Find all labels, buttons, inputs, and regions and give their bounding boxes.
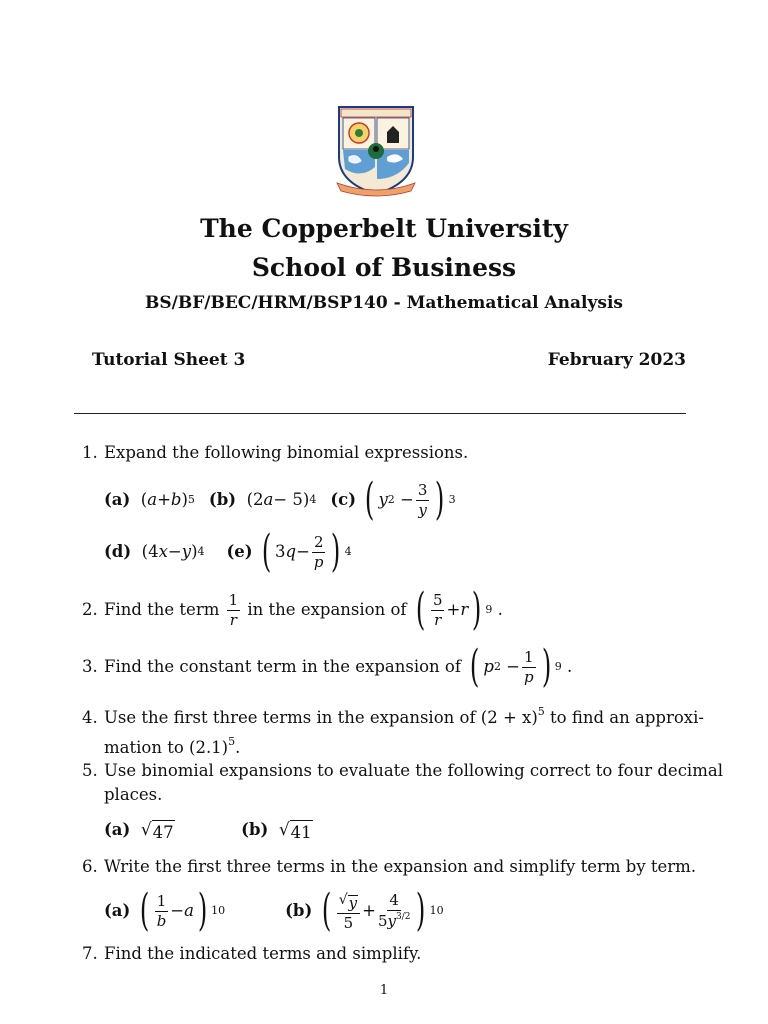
question-text: Find the indicated terms and simplify.: [104, 944, 422, 963]
question-4: [82, 700, 704, 760]
part-label-a: (a): [104, 901, 131, 920]
question-7: [82, 942, 421, 966]
university-name: The Copperbelt University: [200, 214, 568, 243]
q1-parts-row-1: (a) ( a + b ) 5 (b) (2 a − 5) 4 (c) ( y 2 − $\frac{3}{y}$ ) 3: [104, 474, 456, 525]
question-text: mation to (2.1): [104, 738, 229, 757]
question-text: Use the first three terms in the expansion of (2 + x): [104, 708, 538, 727]
q6-parts: (a) ( $\frac{1}{b}$ − a ) 10 (b) ( √ y 5 + $\frac{4}{5y^{3/2}}$ ) 10: [104, 885, 444, 936]
question-number: 2.: [82, 600, 98, 619]
question-number: 3.: [82, 657, 98, 676]
part-label-b: (b): [285, 901, 313, 920]
question-6: [82, 855, 696, 879]
question-1: [82, 441, 468, 465]
university-crest: [331, 99, 421, 198]
sqrt-47: √ 47: [141, 818, 175, 845]
part-label-e: (e): [226, 542, 253, 561]
part-label-c: (c): [330, 490, 357, 509]
exponent: 5: [228, 735, 236, 748]
question-text: Expand the following binomial expressions.: [104, 443, 469, 462]
header-divider: [74, 413, 686, 414]
part-label-d: (d): [104, 542, 132, 561]
course-title: BS/BF/BEC/HRM/BSP140 - Mathematical Analysis: [144, 293, 623, 313]
sqrt-41: √ 41: [279, 818, 313, 845]
part-label-b: (b): [241, 820, 269, 839]
question-text: .: [235, 738, 241, 757]
part-label-b: (b): [208, 490, 237, 509]
question-text: Find the term: [104, 600, 220, 619]
question-text: places.: [104, 785, 163, 804]
question-number: 7.: [82, 944, 98, 963]
question-2: 2. Find the term $\frac{1}{r}$ in the expansion of ( $\frac{5}{r}$ + r ) 9 .: [82, 584, 503, 635]
question-text: Use binomial expansions to evaluate the following correct to four decimal: [104, 761, 723, 780]
tutorial-sheet-label: Tutorial Sheet 3: [92, 350, 246, 370]
question-3: 3. Find the constant term in the expansion of ( p 2 − $\frac{1}{p}$ ) 9 .: [82, 641, 573, 692]
question-number: 6.: [82, 857, 98, 876]
page-number: 1: [379, 983, 389, 998]
question-number: 5.: [82, 761, 98, 780]
school-name: School of Business: [251, 253, 517, 282]
question-text: Find the constant term in the expansion of: [104, 657, 461, 676]
part-label-a: (a): [104, 490, 131, 509]
exponent: 5: [537, 705, 545, 718]
question-text: Write the first three terms in the expansion and simplify term by term.: [104, 857, 697, 876]
q1-parts-row-2: (d) (4 x − y ) 4 (e) ( 3 q − $\frac{2}{p}$ ) 4: [104, 526, 352, 577]
part-label-a: (a): [104, 820, 131, 839]
question-number: 4.: [82, 708, 98, 727]
question-text: to find an approxi-: [550, 708, 704, 727]
question-5: [82, 759, 723, 807]
question-number: 1.: [82, 443, 98, 462]
q5-parts: [104, 818, 313, 845]
date-label: February 2023: [547, 350, 686, 370]
question-text: in the expansion of: [247, 600, 407, 619]
